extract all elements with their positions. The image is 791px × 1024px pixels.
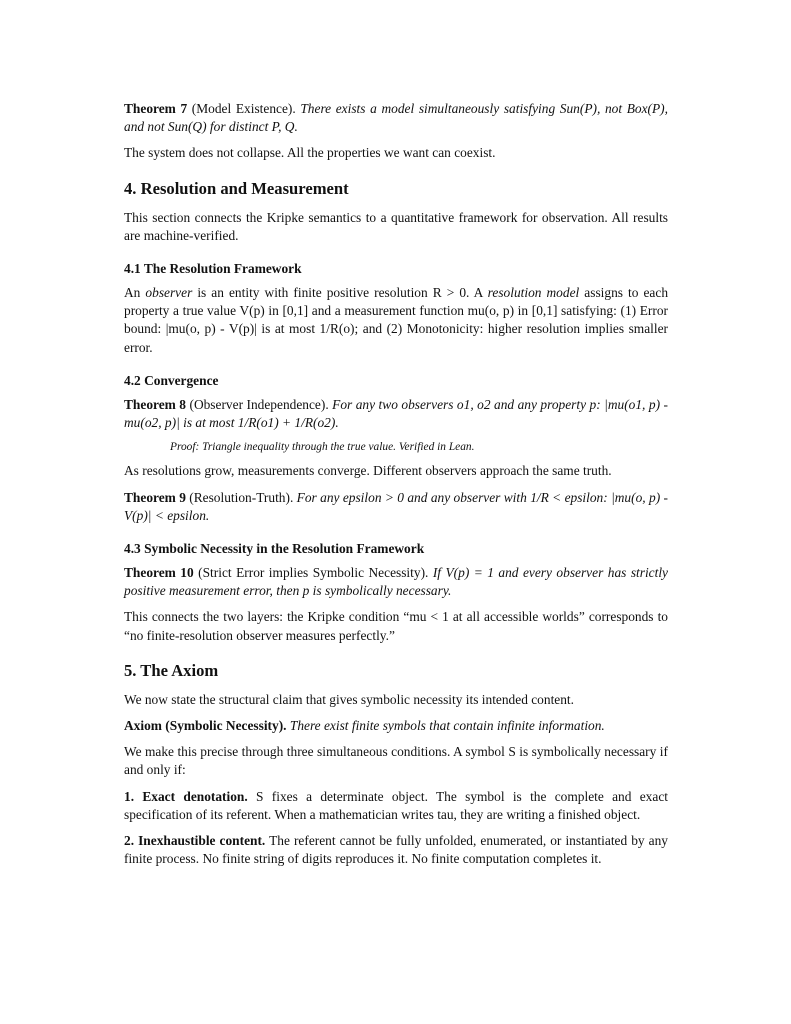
convergence-comment: As resolutions grow, measurements converge. Different observers approach the same truth.: [124, 463, 612, 479]
condition-1-text: S fixes a determinate object. The symbol is the complete and exact specification of its referent. When a mathematician writes tau, they are writing a finished object.: [124, 788, 668, 822]
theorem-8: [124, 396, 668, 432]
theorem-10-label: Theorem 10: [124, 565, 194, 581]
conditions-intro: We make this precise through three simultaneous conditions. A symbol S is symbolically necessary if and only if:: [124, 744, 668, 778]
axiom-label: Axiom (Symbolic Necessity).: [124, 718, 287, 734]
condition-2-text: The referent cannot be fully unfolded, enumerated, or instantiated by any finite process. No finite string of digits reproduces it. No finite computation completes it.: [124, 833, 668, 867]
document-page: [124, 100, 668, 876]
theorem-8-proof: Proof: Triangle inequality through the true value. Verified in Lean.: [170, 441, 475, 454]
axiom: [124, 717, 668, 735]
theorem-8-name: (Observer Independence).: [186, 396, 333, 412]
resolution-framework-paragraph: [124, 284, 668, 357]
term-resolution-model: resolution model: [487, 285, 580, 301]
condition-2-label: 2. Inexhaustible content.: [124, 833, 266, 849]
theorem-7-name: (Model Existence).: [187, 101, 301, 116]
axiom-statement: There exist finite symbols that contain infinite information.: [286, 718, 605, 734]
theorem-10-name: (Strict Error implies Symbolic Necessity).: [193, 565, 433, 581]
section-4-3-heading: 4.3 Symbolic Necessity in the Resolution Framework: [124, 541, 425, 557]
section-5-heading: 5. The Axiom: [124, 660, 219, 680]
section-4-intro: This section connects the Kripke semantics to a quantitative framework for observation. All results are machine-verified.: [124, 209, 668, 243]
section-4-1-heading: 4.1 The Resolution Framework: [124, 261, 302, 277]
section-4-3-comment: This connects the two layers: the Kripke condition “mu < 1 at all accessible worlds” corresponds to “no finite-resolution observer measures perfectly.”: [124, 609, 668, 643]
theorem-8-label: Theorem 8: [124, 396, 186, 412]
theorem-7-label: Theorem 7: [124, 101, 188, 116]
term-observer: observer: [145, 285, 193, 301]
condition-1: [124, 788, 668, 824]
section-5-intro: We now state the structural claim that gives symbolic necessity its intended content.: [124, 691, 574, 707]
theorem-7-statement: There exists a model simultaneously satisfying Sun(P), not Box(P), and not Sun(Q) for distinct P, Q.: [124, 101, 668, 135]
theorem-7-comment: The system does not collapse. All the properties we want can coexist.: [124, 145, 496, 161]
section-4-heading: 4. Resolution and Measurement: [124, 178, 349, 198]
theorem-9: [124, 489, 668, 525]
condition-1-label: 1. Exact denotation.: [124, 788, 248, 804]
theorem-9-label: Theorem 9: [124, 489, 186, 505]
theorem-7: [124, 100, 668, 136]
theorem-10-statement: If V(p) = 1 and every observer has strictly positive measurement error, then p is symbolically necessary.: [124, 565, 669, 599]
text-run: assigns to each property a true value V(p) in [0,1] and a measurement function mu(o, p) in [0,1] satisfying: (1) Error bound: |mu(o, p) - V(p)| is at most 1/R(o); and (2) Monotonicity: higher resolution implies smaller error.: [124, 285, 669, 355]
theorem-9-statement: For any epsilon > 0 and any observer with 1/R < epsilon: |mu(o, p) - V(p)| < epsilon.: [124, 489, 668, 523]
theorem-8-statement: For any two observers o1, o2 and any property p: |mu(o1, p) - mu(o2, p)| is at most 1/R(o1) + 1/R(o2).: [124, 396, 668, 431]
text-run: An: [124, 285, 146, 301]
text-run: is an entity with finite positive resolution R > 0. A: [192, 285, 488, 301]
theorem-10: [124, 564, 668, 600]
theorem-9-name: (Resolution-Truth).: [185, 489, 297, 505]
section-4-2-heading: 4.2 Convergence: [124, 372, 219, 388]
condition-2: [124, 832, 668, 868]
